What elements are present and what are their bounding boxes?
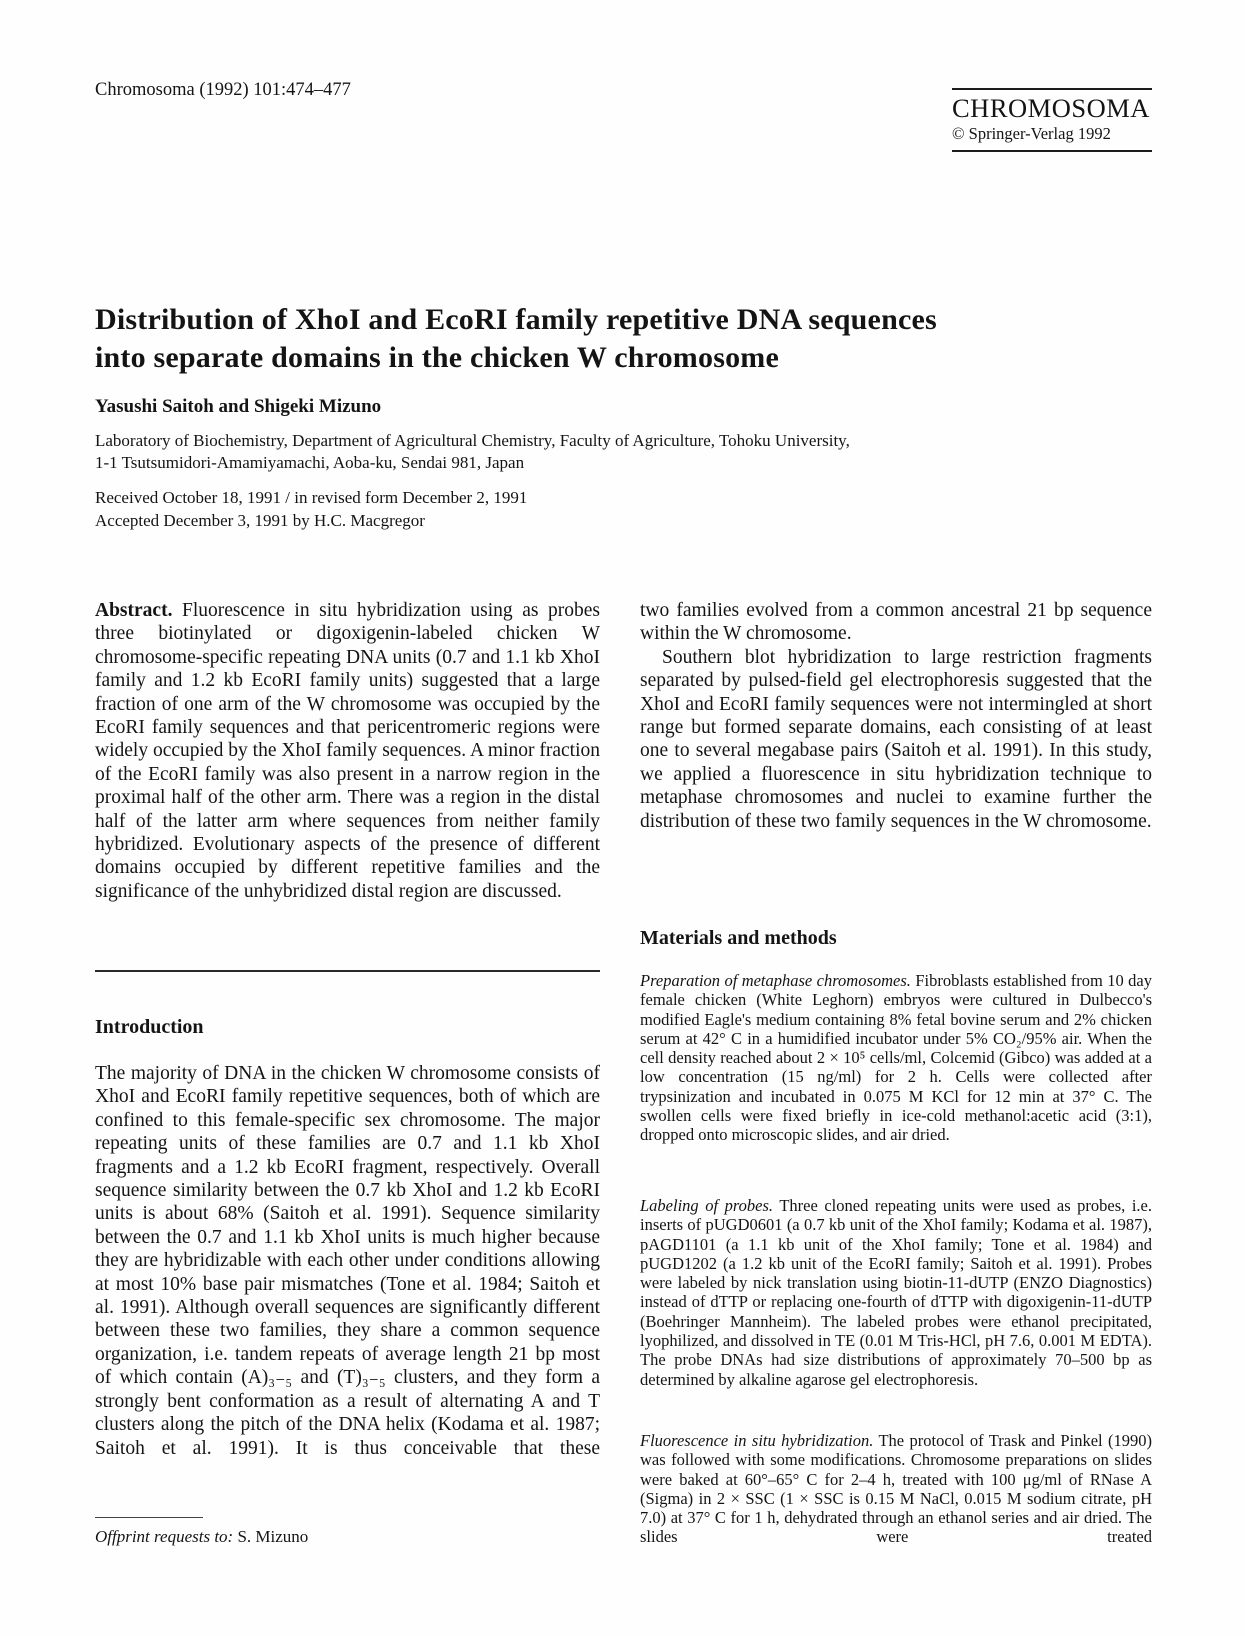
- journal-masthead: [952, 88, 1152, 152]
- offprint-name: S. Mizuno: [237, 1527, 309, 1546]
- introduction-heading: Introduction: [95, 1016, 204, 1038]
- methods-p2-text: Three cloned repeating units were used as probes, i.e. inserts of pUGD0601 (a 0.7 kb unit of the XhoI family; Kodama et al. 1987), pAGD1101 (a 1.1 kb unit of the XhoI family; Tone et al. 1984) and pUGD1202 (a 1.2 kb unit of the EcoRI family; Saitoh et al. 1991). Probes were labeled by nick translation using biotin-11-dUTP (ENZO Diagnostics) instead of dTTP or replacing one-fourth of dTTP with digoxigenin-11-dUTP (Boehringer Mannheim). The labeled probes were ethanol precipitated, lyophilized, and dissolved in TE (0.01 M Tris-HCl, pH 7.6, 0.001 M EDTA). The probe DNAs had size distributions of approximately 70–500 bp as determined by alkaline agarose gel electrophoresis.: [640, 1196, 1152, 1389]
- methods-p1-text: Fibroblasts established from 10 day female chicken (White Leghorn) embryos were cultured in Dulbecco's modified Eagle's medium containing 8% fetal bovine serum and 2% chicken serum at 42° C in a humidified incubator under 5% CO₂/95% air. When the cell density reached about 2 × 10⁵ cells/ml, Colcemid (Gibco) was added at a low concentration (15 ng/ml) for 2 h. Cells were collected after trypsinization and incubated in 0.075 M KCl for 12 min at 37° C. The swollen cells were fixed briefly in ice-cold methanol:acetic acid (3:1), dropped onto microscopic slides, and air dried.: [640, 971, 1152, 1145]
- journal-citation: Chromosoma (1992) 101:474–477: [95, 80, 351, 100]
- affiliation-line1: Laboratory of Biochemistry, Department of Agricultural Chemistry, Faculty of Agriculture, Tohoku University,: [95, 431, 850, 450]
- masthead-bottom-rule: [952, 150, 1152, 152]
- article-title-line2: into separate domains in the chicken W chromosome: [95, 341, 779, 374]
- offprint-footnote: [95, 1527, 308, 1547]
- methods-p1-label: Preparation of metaphase chromosomes.: [640, 971, 911, 990]
- article-title-line1: Distribution of XhoI and EcoRI family repetitive DNA sequences: [95, 303, 937, 336]
- received-line: Received October 18, 1991 / in revised form December 2, 1991: [95, 488, 528, 507]
- methods-p2-label: Labeling of probes.: [640, 1196, 774, 1215]
- journal-name: CHROMOSOMA: [952, 93, 1150, 123]
- article-affiliation: [95, 430, 1095, 474]
- footnote-rule: [95, 1517, 203, 1518]
- methods-paragraph-fish: [640, 1431, 1152, 1547]
- article-authors: Yasushi Saitoh and Shigeki Mizuno: [95, 396, 382, 417]
- methods-paragraph-preparation: [640, 971, 1152, 1145]
- accepted-line: Accepted December 3, 1991 by H.C. Macgregor: [95, 510, 425, 530]
- methods-paragraph-labeling: [640, 1196, 1152, 1389]
- methods-heading: Materials and methods: [640, 927, 837, 949]
- introduction-continuation-p1: two families evolved from a common ancestral 21 bp sequence within the W chromosome.: [640, 600, 1152, 645]
- methods-p3-label: Fluorescence in situ hybridization.: [640, 1431, 874, 1450]
- abstract-text: Fluorescence in situ hybridization using as probes three biotinylated or digoxigenin-labeled chicken W chromosome-specific repeating DNA units (0.7 and 1.1 kb XhoI family and 1.2 kb EcoRI family units) suggested that a large fraction of one arm of the W chromosome was occupied by the EcoRI family sequences and that pericentromeric regions were widely occupied by the XhoI family sequences. A minor fraction of the EcoRI family was also present in a narrow region in the proximal half of the other arm. There was a region in the distal half of the latter arm where sequences from neither family hybridized. Evolutionary aspects of the presence of different domains occupied by different repetitive families and the significance of the unhybridized distal region are discussed.: [95, 600, 600, 902]
- abstract-paragraph: [95, 599, 600, 903]
- masthead-top-rule: [952, 88, 1152, 90]
- offprint-label: Offprint requests to:: [95, 1527, 234, 1546]
- abstract-divider-rule: [95, 970, 600, 972]
- abstract-label: Abstract.: [95, 600, 173, 621]
- journal-copyright: © Springer-Verlag 1992: [952, 124, 1111, 144]
- introduction-continuation: [640, 599, 1152, 833]
- article-title: [95, 301, 1125, 377]
- introduction-paragraph: The majority of DNA in the chicken W chromosome consists of XhoI and EcoRI family repetitive sequences, both of which are confined to this female-specific sex chromosome. The major repeating units of these families are 0.7 and 1.1 kb XhoI fragments and a 1.2 kb EcoRI fragment, respectively. Overall sequence similarity between the 0.7 kb XhoI and 1.2 kb EcoRI units is about 68% (Saitoh et al. 1991). Sequence similarity between the 0.7 and 1.1 kb XhoI units is much higher because they are hybridizable with each other under conditions allowing at most 10% base pair mismatches (Tone et al. 1984; Saitoh et al. 1991). Although overall sequences are significantly different between these two families, they share a common sequence organization, i.e. tandem repeats of average length 21 bp most of which contain (A)₃₋₅ and (T)₃₋₅ clusters, and they form a strongly bent conformation as a result of alternating A and T clusters along the pitch of the DNA helix (Kodama et al. 1987; Saitoh et al. 1991). It is thus conceivable that these: [95, 1063, 600, 1459]
- affiliation-line2: 1-1 Tsutsumidori-Amamiyamachi, Aoba-ku, Sendai 981, Japan: [95, 453, 525, 472]
- article-dates: [95, 487, 895, 532]
- introduction-continuation-p2: Southern blot hybridization to large restriction fragments separated by pulsed-field gel electrophoresis suggested that the XhoI and EcoRI family sequences were not intermingled at short range but formed separate domains, each consisting of at least one to several megabase pairs (Saitoh et al. 1991). In this study, we applied a fluorescence in situ hybridization technique to metaphase chromosomes and nuclei to examine further the distribution of these two family sequences in the W chromosome.: [640, 646, 1152, 832]
- methods-p3-text: The protocol of Trask and Pinkel (1990) was followed with some modifications. Chromosome preparations on slides were baked at 60°–65° C for 2–4 h, treated with 100 μg/ml of RNase A (Sigma) in 2 × SSC (1 × SSC is 0.15 M NaCl, 0.015 M sodium citrate, pH 7.0) at 37° C for 1 h, dehydrated through an ethanol series and air dried. The slides were treated: [640, 1431, 1153, 1547]
